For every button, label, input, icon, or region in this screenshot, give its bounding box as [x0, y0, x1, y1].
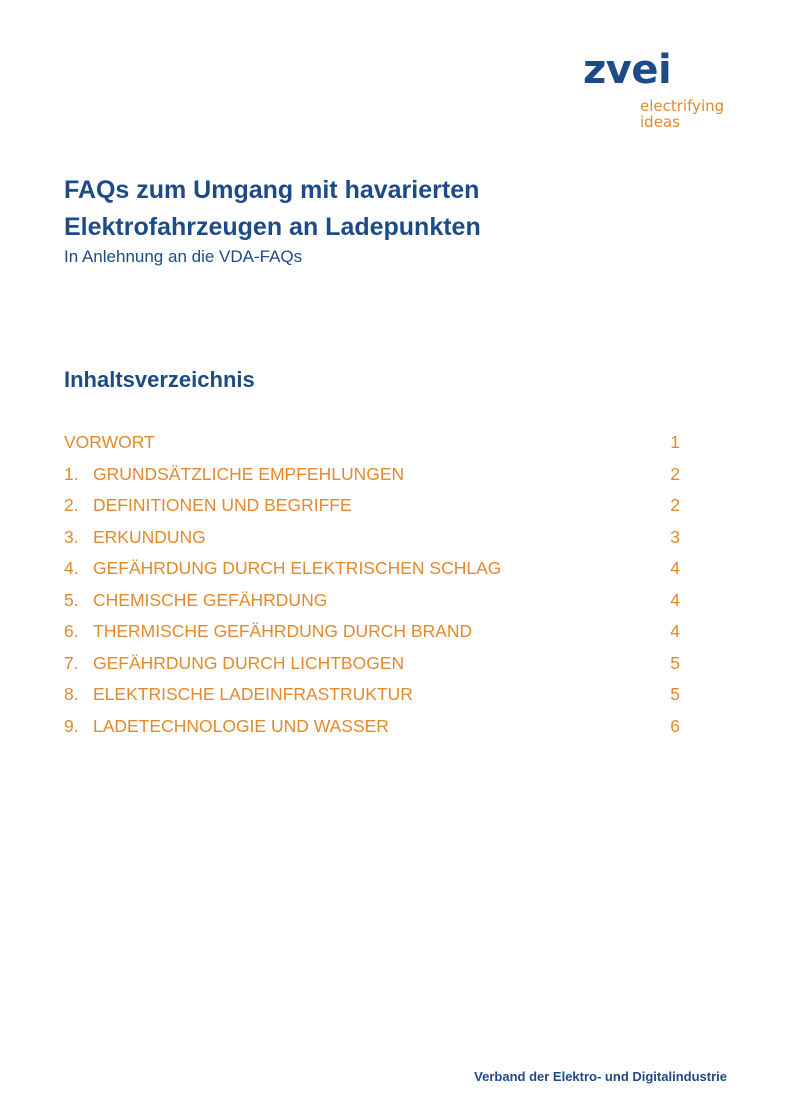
document-title — [64, 172, 481, 246]
toc-entry-number: 8. — [64, 684, 79, 704]
toc-entry-page: 3 — [670, 526, 680, 547]
toc-entry-erkundung[interactable] — [64, 522, 680, 554]
logo-tagline-line-1: electrifying — [640, 97, 725, 115]
toc-entry-thermische-gefaehrdung[interactable] — [64, 616, 680, 648]
logo-tagline — [640, 98, 724, 130]
toc-entry-number: 6. — [64, 621, 79, 641]
toc-entry-label: DEFINITIONEN UND BEGRIFFE — [93, 495, 352, 515]
toc-entry-page: 4 — [670, 621, 680, 641]
table-of-contents — [64, 427, 680, 742]
toc-entry-number: 7. — [64, 652, 79, 673]
zvei-logo — [583, 48, 753, 138]
toc-entry-number: 4. — [64, 558, 79, 578]
toc-entry-number: 1. — [64, 463, 79, 484]
toc-entry-elektrische-ladeinfrastruktur[interactable] — [64, 679, 680, 711]
logo-tagline-line-2: ideas — [640, 113, 680, 131]
document-title-line-1: FAQs zum Umgang mit havarierten — [64, 176, 480, 204]
toc-entry-number: 2. — [64, 495, 79, 515]
toc-entry-page: 2 — [670, 495, 680, 515]
document-title-line-2: Elektrofahrzeugen an Ladepunkten — [64, 213, 481, 241]
logo-wordmark: zvei — [583, 47, 672, 93]
document-subtitle: In Anlehnung an die VDA-FAQs — [64, 247, 303, 266]
footer-organization: Verband der Elektro- und Digitalindustrie — [474, 1069, 727, 1084]
toc-entry-label: LADETECHNOLOGIE UND WASSER — [93, 715, 389, 736]
toc-entry-page: 5 — [670, 652, 680, 673]
toc-entry-page: 6 — [670, 715, 680, 736]
toc-entry-page: 1 — [670, 432, 680, 452]
toc-entry-label: ERKUNDUNG — [93, 526, 206, 547]
toc-entry-gefaehrdung-lichtbogen[interactable] — [64, 648, 680, 680]
toc-entry-label: CHEMISCHE GEFÄHRDUNG — [93, 589, 328, 610]
toc-entry-page: 5 — [670, 684, 680, 704]
toc-entry-vorwort[interactable] — [64, 427, 680, 459]
toc-entry-number: 3. — [64, 526, 79, 547]
toc-entry-page: 4 — [670, 558, 680, 578]
toc-entry-label: VORWORT — [64, 432, 155, 452]
toc-entry-grundsaetzliche-empfehlungen[interactable] — [64, 459, 680, 491]
toc-entry-label: GEFÄHRDUNG DURCH LICHTBOGEN — [93, 652, 405, 673]
toc-entry-definitionen-und-begriffe[interactable] — [64, 490, 680, 522]
toc-entry-label: ELEKTRISCHE LADEINFRASTRUKTUR — [93, 684, 413, 704]
toc-entry-chemische-gefaehrdung[interactable] — [64, 585, 680, 617]
toc-entry-label: GEFÄHRDUNG DURCH ELEKTRISCHEN SCHLAG — [93, 558, 502, 578]
toc-entry-gefaehrdung-elektrischer-schlag[interactable] — [64, 553, 680, 585]
toc-entry-ladetechnologie-und-wasser[interactable] — [64, 711, 680, 743]
toc-entry-label: THERMISCHE GEFÄHRDUNG DURCH BRAND — [93, 621, 473, 641]
toc-heading: Inhaltsverzeichnis — [64, 367, 255, 392]
toc-entry-page: 2 — [670, 463, 680, 484]
toc-entry-label: GRUNDSÄTZLICHE EMPFEHLUNGEN — [93, 463, 405, 484]
toc-entry-page: 4 — [670, 589, 680, 610]
toc-entry-number: 5. — [64, 589, 79, 610]
toc-entry-number: 9. — [64, 715, 79, 736]
